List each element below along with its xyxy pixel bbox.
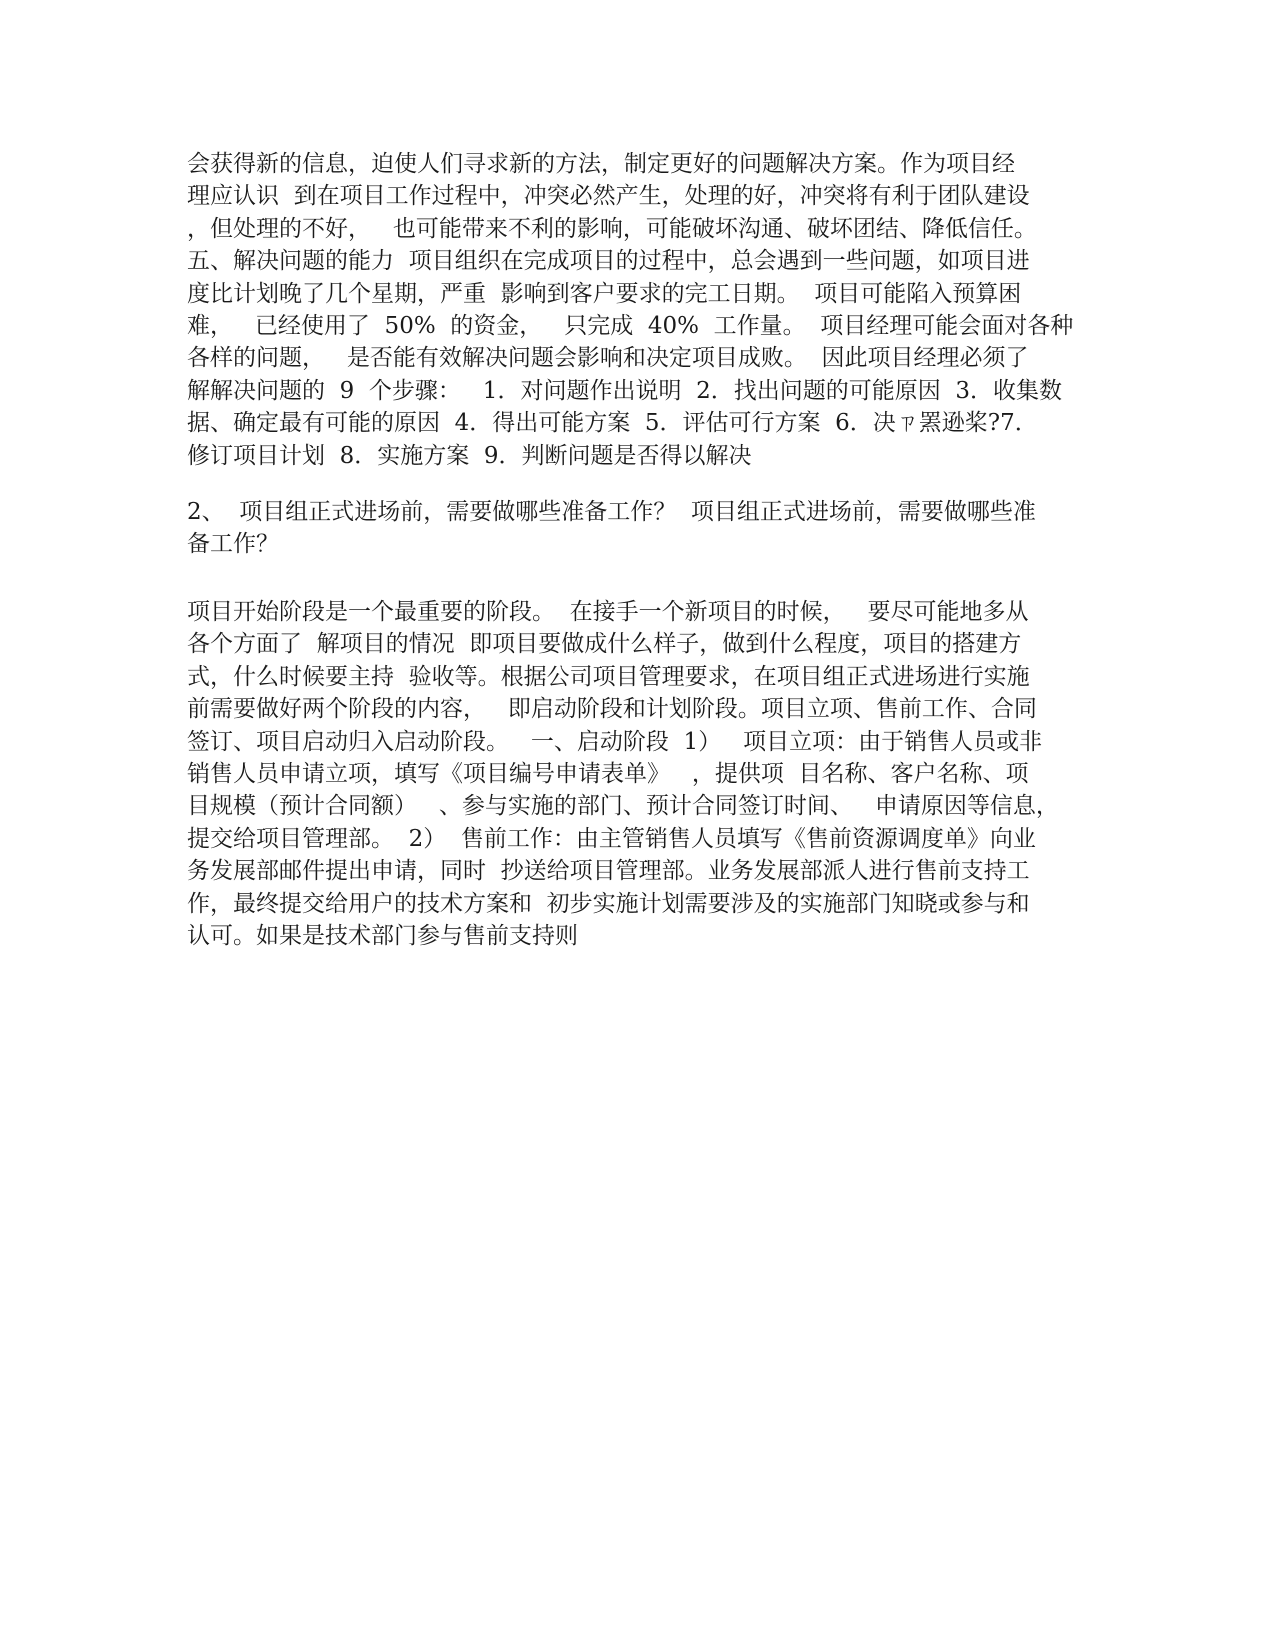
- paragraph-question-2-heading: [187, 496, 1091, 561]
- text-line: 目规模（预计合同额） 、参与实施的部门、预计合同签订时间、 申请原因等信息，: [187, 793, 1059, 820]
- text-line: 据、确定最有可能的原因 4．得出可能方案 5．评估可行方案 6．决ㄗ罴逊桨?7．: [187, 410, 1038, 437]
- paragraph-conflict-and-problem-solving: [187, 148, 1091, 472]
- text-line: 备工作？: [187, 531, 279, 558]
- text-line: 作，最终提交给用户的技术方案和 初步实施计划需要涉及的实施部门知晓或参与和: [187, 890, 1030, 917]
- text-line: 提交给项目管理部。 2） 售前工作：由主管销售人员填写《售前资源调度单》向业: [187, 825, 1036, 852]
- text-line: 前需要做好两个阶段的内容， 即启动阶段和计划阶段。项目立项、售前工作、合同: [187, 696, 1037, 723]
- text-line: 修订项目计划 8．实施方案 9．判断问题是否得以解决: [187, 442, 752, 469]
- text-line: 会获得新的信息，迫使人们寻求新的方法，制定更好的问题解决方案。作为项目经: [187, 151, 1015, 177]
- text-line: 解解决问题的 9 个步骤： 1．对问题作出说明 2．找出问题的可能原因 3．收集数: [187, 377, 1062, 404]
- text-line: 度比计划晚了几个星期，严重 影响到客户要求的完工日期。 项目可能陷入预算困: [187, 280, 1022, 307]
- text-line: 难， 已经使用了 50% 的资金， 只完成 40% 工作量。 项目经理可能会面对各种: [187, 313, 1074, 340]
- text-line: 认可。如果是技术部门参与售前支持则: [187, 923, 578, 950]
- text-line: 2、 项目组正式进场前，需要做哪些准备工作？ 项目组正式进场前，需要做哪些准: [187, 499, 1036, 525]
- text-line: 签订、项目启动归入启动阶段。 一、启动阶段 1） 项目立项：由于销售人员或非: [187, 728, 1043, 755]
- text-line: 销售人员申请立项，填写《项目编号申请表单》 ，提供项 目名称、客户名称、项: [187, 761, 1029, 788]
- paragraph-project-start-phase: [187, 596, 1091, 952]
- text-line: 各个方面了 解项目的情况 即项目要做成什么样子，做到什么程度，项目的搭建方: [187, 631, 1022, 658]
- text-line: 务发展部邮件提出申请，同时 抄送给项目管理部。业务发展部派人进行售前支持工: [187, 858, 1030, 885]
- text-line: 各样的问题， 是否能有效解决问题会影响和决定项目成败。 因此项目经理必须了: [187, 345, 1029, 372]
- text-line: 理应认识 到在项目工作过程中，冲突必然产生，处理的好，冲突将有利于团队建设: [187, 183, 1030, 210]
- text-line: 五、解决问题的能力 项目组织在完成项目的过程中，总会遇到一些问题，如项目进: [187, 248, 1030, 275]
- text-line: ，但处理的不好， 也可能带来不利的影响，可能破坏沟通、破坏团结、降低信任。: [187, 215, 1037, 242]
- text-line: 式，什么时候要主持 验收等。根据公司项目管理要求，在项目组正式进场进行实施: [187, 663, 1030, 690]
- text-line: 项目开始阶段是一个最重要的阶段。 在接手一个新项目的时候， 要尽可能地多从: [187, 599, 1029, 625]
